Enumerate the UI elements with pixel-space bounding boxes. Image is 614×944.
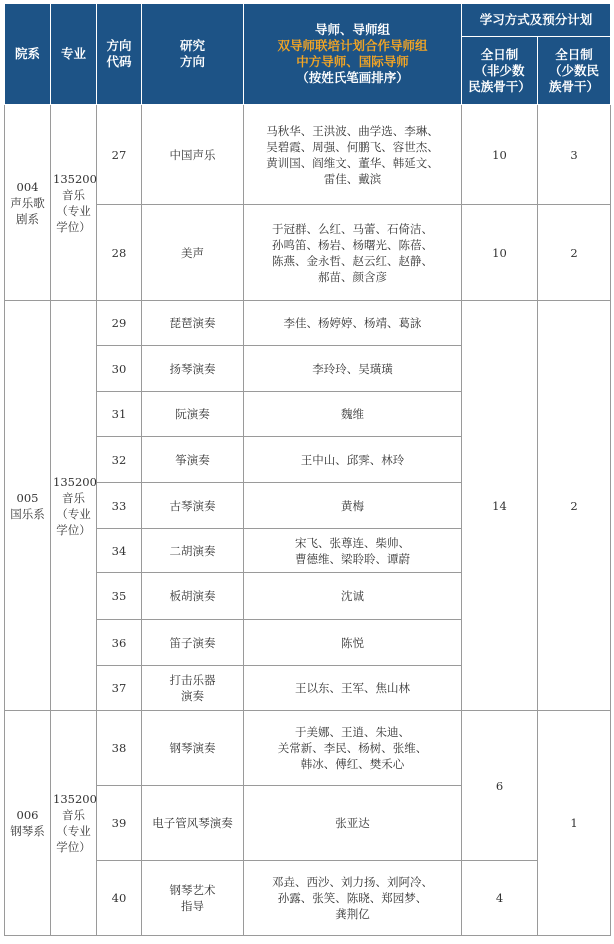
direction-cell: 扬琴演奏	[142, 346, 244, 392]
code-cell: 27	[97, 105, 142, 205]
tutor-cell: 黄梅	[244, 483, 462, 529]
tutor-cell: 邓垚、西沙、刘力扬、刘阿冷、 孙露、张笑、陈晓、郑园梦、 龚荆亿	[244, 861, 462, 936]
tutor-cell: 陈悦	[244, 620, 462, 666]
header-dept: 院系	[5, 4, 51, 105]
code-cell: 36	[97, 620, 142, 666]
plan-a-cell: 10	[462, 205, 538, 301]
major-cell: 135200 音乐 （专业 学位）	[51, 711, 97, 936]
tutor-cell: 王以东、王军、焦山林	[244, 666, 462, 711]
direction-cell: 笛子演奏	[142, 620, 244, 666]
direction-cell: 打击乐器 演奏	[142, 666, 244, 711]
code-cell: 40	[97, 861, 142, 936]
plan-a-cell: 10	[462, 105, 538, 205]
direction-cell: 古琴演奏	[142, 483, 244, 529]
code-cell: 31	[97, 392, 142, 437]
code-cell: 32	[97, 437, 142, 483]
plan-a-cell: 6	[462, 711, 538, 861]
tutor-cell: 于美娜、王逍、朱迪、 关常新、李民、杨树、张维、 韩冰、傅红、樊禾心	[244, 711, 462, 786]
header-direction: 研究 方向	[142, 4, 244, 105]
tutor-cell: 沈诚	[244, 573, 462, 620]
code-cell: 33	[97, 483, 142, 529]
tutor-cell: 李玲玲、吴璜璜	[244, 346, 462, 392]
code-cell: 38	[97, 711, 142, 786]
header-tutor: 导师、导师组 双导师联培计划合作导师组 中方导师、国际导师 （按姓氏笔画排序）	[244, 4, 462, 105]
plan-a-cell: 14	[462, 301, 538, 711]
code-cell: 35	[97, 573, 142, 620]
code-cell: 29	[97, 301, 142, 346]
table-row	[5, 711, 611, 786]
direction-cell: 琵琶演奏	[142, 301, 244, 346]
table-row	[5, 301, 611, 346]
direction-cell: 板胡演奏	[142, 573, 244, 620]
plan-b-cell: 1	[538, 711, 611, 936]
code-cell: 37	[97, 666, 142, 711]
code-cell: 30	[97, 346, 142, 392]
major-cell: 135200 音乐 （专业 学位）	[51, 105, 97, 301]
code-cell: 34	[97, 529, 142, 573]
tutor-cell: 于冠群、么红、马蕾、石倚洁、 孙鸣笛、杨岩、杨曙光、陈蓓、 陈燕、金永哲、赵云红、赵静、 郝苗、颜含彦	[244, 205, 462, 301]
direction-cell: 美声	[142, 205, 244, 301]
tutor-cell: 魏维	[244, 392, 462, 437]
direction-cell: 中国声乐	[142, 105, 244, 205]
header-plan-b: 全日制 （少数民 族骨干）	[538, 37, 611, 105]
plan-a-cell: 4	[462, 861, 538, 936]
plan-b-cell: 2	[538, 205, 611, 301]
tutor-cell: 马秋华、王洪波、曲学选、李琳、 吴碧霞、周强、何鹏飞、容世杰、 黄训国、阎维文、董华、韩延文、 雷佳、戴滨	[244, 105, 462, 205]
plan-b-cell: 3	[538, 105, 611, 205]
table-row	[5, 105, 611, 205]
tutor-cell: 王中山、邱霁、林玲	[244, 437, 462, 483]
tutor-cell: 张亚达	[244, 786, 462, 861]
dept-cell: 006 钢琴系	[5, 711, 51, 936]
direction-cell: 阮演奏	[142, 392, 244, 437]
code-cell: 28	[97, 205, 142, 301]
direction-cell: 筝演奏	[142, 437, 244, 483]
tutor-cell: 李佳、杨婷婷、杨靖、葛詠	[244, 301, 462, 346]
enrollment-table	[4, 3, 611, 936]
direction-cell: 二胡演奏	[142, 529, 244, 573]
header-plan: 学习方式及预分计划	[462, 4, 611, 37]
header-major: 专业	[51, 4, 97, 105]
code-cell: 39	[97, 786, 142, 861]
direction-cell: 钢琴艺术 指导	[142, 861, 244, 936]
direction-cell: 电子管风琴演奏	[142, 786, 244, 861]
major-cell: 135200 音乐 （专业 学位）	[51, 301, 97, 711]
dept-cell: 004 声乐歌 剧系	[5, 105, 51, 301]
plan-b-cell: 2	[538, 301, 611, 711]
tutor-cell: 宋飞、张尊连、柴帅、 曹德维、梁聆聆、谭蔚	[244, 529, 462, 573]
dept-cell: 005 国乐系	[5, 301, 51, 711]
direction-cell: 钢琴演奏	[142, 711, 244, 786]
header-plan-a: 全日制 （非少数 民族骨干）	[462, 37, 538, 105]
header-code: 方向 代码	[97, 4, 142, 105]
